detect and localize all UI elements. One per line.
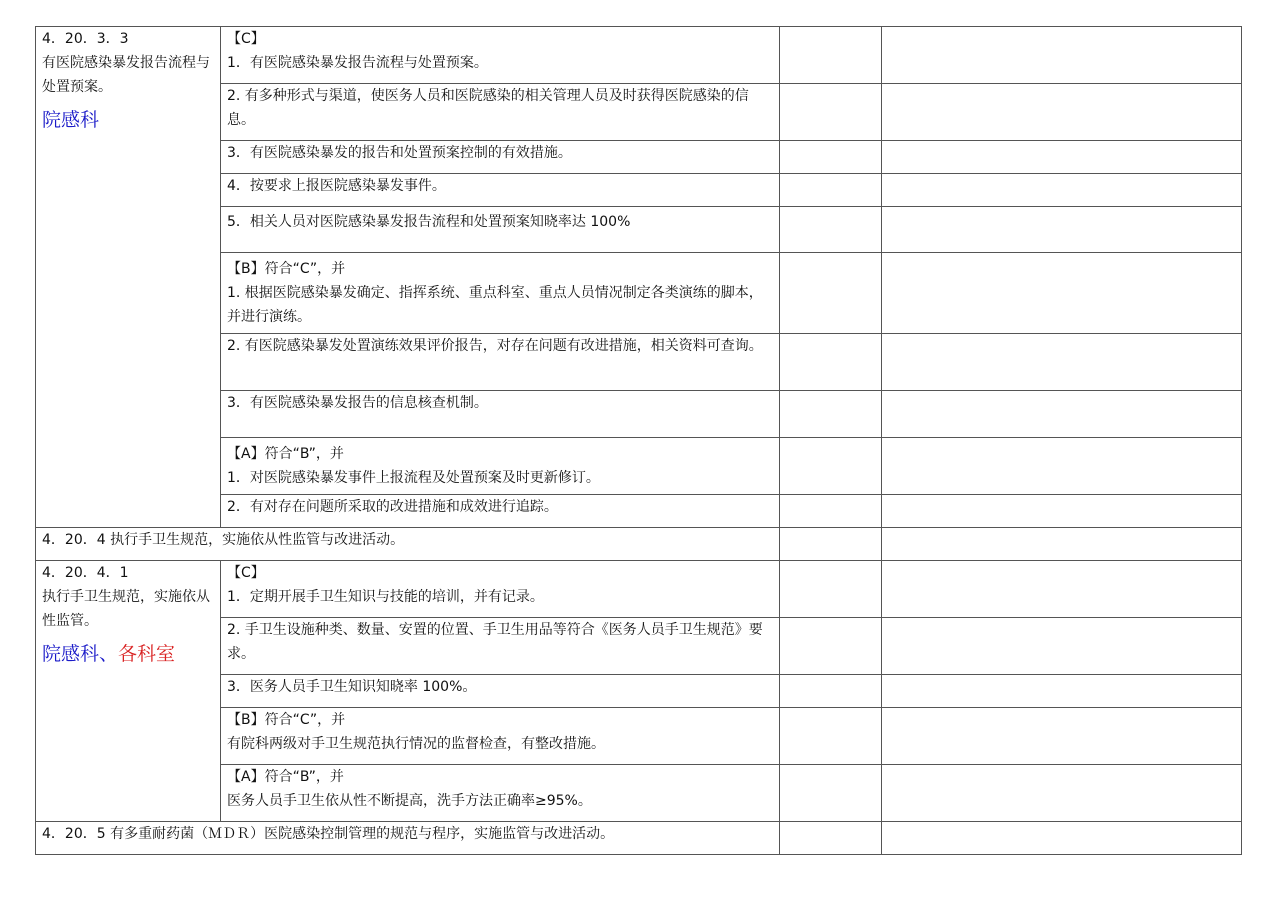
grade-label: 【C】	[227, 565, 265, 581]
blank-cell	[882, 618, 1242, 675]
blank-cell	[780, 141, 882, 174]
criterion-text: 3．有医院感染暴发报告的信息核查机制。	[227, 395, 488, 411]
criterion-cell	[221, 253, 780, 334]
grade-label: 【C】	[227, 31, 265, 47]
blank-cell	[780, 391, 882, 438]
blank-cell	[882, 84, 1242, 141]
criterion-text: 3．医务人员手卫生知识知晓率 100%。	[227, 679, 477, 695]
section-heading-4-20-4	[36, 528, 780, 561]
blank-cell	[780, 765, 882, 822]
section-heading-text: 4．20．5 有多重耐药菌（ＭＤＲ）医院感染控制管理的规范与程序，实施监管与改进活动。	[42, 826, 615, 842]
item-cell-4-20-4-1	[36, 561, 221, 822]
blank-cell	[882, 27, 1242, 84]
criterion-cell	[221, 561, 780, 618]
blank-cell	[882, 675, 1242, 708]
department-label-primary: 院感科、	[42, 643, 119, 665]
item-title: 有医院感染暴发报告流程与处置预案。	[42, 55, 210, 95]
blank-cell	[882, 174, 1242, 207]
blank-cell	[882, 495, 1242, 528]
criterion-cell	[221, 391, 780, 438]
blank-cell	[780, 207, 882, 253]
blank-cell	[882, 438, 1242, 495]
table-row	[36, 528, 1242, 561]
table-row	[36, 822, 1242, 855]
criterion-text: 1．对医院感染暴发事件上报流程及处置预案及时更新修订。	[227, 470, 600, 486]
item-title: 执行手卫生规范，实施依从性监管。	[42, 589, 210, 629]
blank-cell	[780, 708, 882, 765]
grade-label: 【B】符合“C”，并	[227, 261, 346, 277]
criterion-cell	[221, 27, 780, 84]
blank-cell	[780, 675, 882, 708]
item-code: 4．20．3．3	[42, 31, 129, 47]
blank-cell	[882, 207, 1242, 253]
blank-cell	[780, 253, 882, 334]
criterion-cell	[221, 174, 780, 207]
table-row	[36, 561, 1242, 618]
standards-table	[35, 26, 1242, 855]
criterion-cell	[221, 84, 780, 141]
criterion-cell	[221, 495, 780, 528]
blank-cell	[780, 618, 882, 675]
criterion-text: 有院科两级对手卫生规范执行情况的监督检查，有整改措施。	[227, 736, 605, 752]
blank-cell	[780, 27, 882, 84]
criterion-text: 医务人员手卫生依从性不断提高，洗手方法正确率≥95%。	[227, 793, 592, 809]
grade-label: 【B】符合“C”，并	[227, 712, 346, 728]
criterion-text: 1. 根据医院感染暴发确定、指挥系统、重点科室、重点人员情况制定各类演练的脚本，并进行演练。	[227, 285, 763, 325]
blank-cell	[882, 708, 1242, 765]
blank-cell	[882, 391, 1242, 438]
blank-cell	[780, 334, 882, 391]
blank-cell	[780, 84, 882, 141]
blank-cell	[882, 253, 1242, 334]
blank-cell	[780, 174, 882, 207]
grade-label: 【A】符合“B”，并	[227, 446, 344, 462]
blank-cell	[780, 822, 882, 855]
criterion-text: 4．按要求上报医院感染暴发事件。	[227, 178, 446, 194]
grade-label: 【A】符合“B”，并	[227, 769, 344, 785]
blank-cell	[882, 822, 1242, 855]
item-cell-4-20-3-3	[36, 27, 221, 528]
criterion-text: 3．有医院感染暴发的报告和处置预案控制的有效措施。	[227, 145, 572, 161]
criterion-text: 2．有对存在问题所采取的改进措施和成效进行追踪。	[227, 499, 558, 515]
criterion-cell	[221, 207, 780, 253]
criterion-cell	[221, 765, 780, 822]
blank-cell	[882, 561, 1242, 618]
criterion-text: 2. 有多种形式与渠道，使医务人员和医院感染的相关管理人员及时获得医院感染的信息。	[227, 88, 749, 128]
criterion-text: 1．定期开展手卫生知识与技能的培训，并有记录。	[227, 589, 544, 605]
criterion-cell	[221, 618, 780, 675]
criterion-cell	[221, 334, 780, 391]
department-label: 院感科	[42, 109, 100, 131]
criterion-cell	[221, 438, 780, 495]
department-label-secondary: 各科室	[118, 643, 176, 665]
criterion-cell	[221, 141, 780, 174]
blank-cell	[780, 495, 882, 528]
blank-cell	[882, 334, 1242, 391]
table-row	[36, 27, 1242, 84]
section-heading-4-20-5	[36, 822, 780, 855]
criterion-text: 5．相关人员对医院感染暴发报告流程和处置预案知晓率达 100%	[227, 214, 631, 230]
blank-cell	[882, 765, 1242, 822]
criterion-text: 2. 有医院感染暴发处置演练效果评价报告，对存在问题有改进措施，相关资料可查询。	[227, 338, 763, 354]
criterion-text: 1．有医院感染暴发报告流程与处置预案。	[227, 55, 488, 71]
criterion-cell	[221, 675, 780, 708]
blank-cell	[780, 438, 882, 495]
blank-cell	[882, 141, 1242, 174]
department-label	[42, 641, 214, 667]
blank-cell	[882, 528, 1242, 561]
section-heading-text: 4．20．4 执行手卫生规范，实施依从性监管与改进活动。	[42, 532, 405, 548]
blank-cell	[780, 528, 882, 561]
criterion-text: 2. 手卫生设施种类、数量、安置的位置、手卫生用品等符合《医务人员手卫生规范》要求。	[227, 622, 763, 662]
item-code: 4．20．4．1	[42, 565, 129, 581]
blank-cell	[780, 561, 882, 618]
criterion-cell	[221, 708, 780, 765]
